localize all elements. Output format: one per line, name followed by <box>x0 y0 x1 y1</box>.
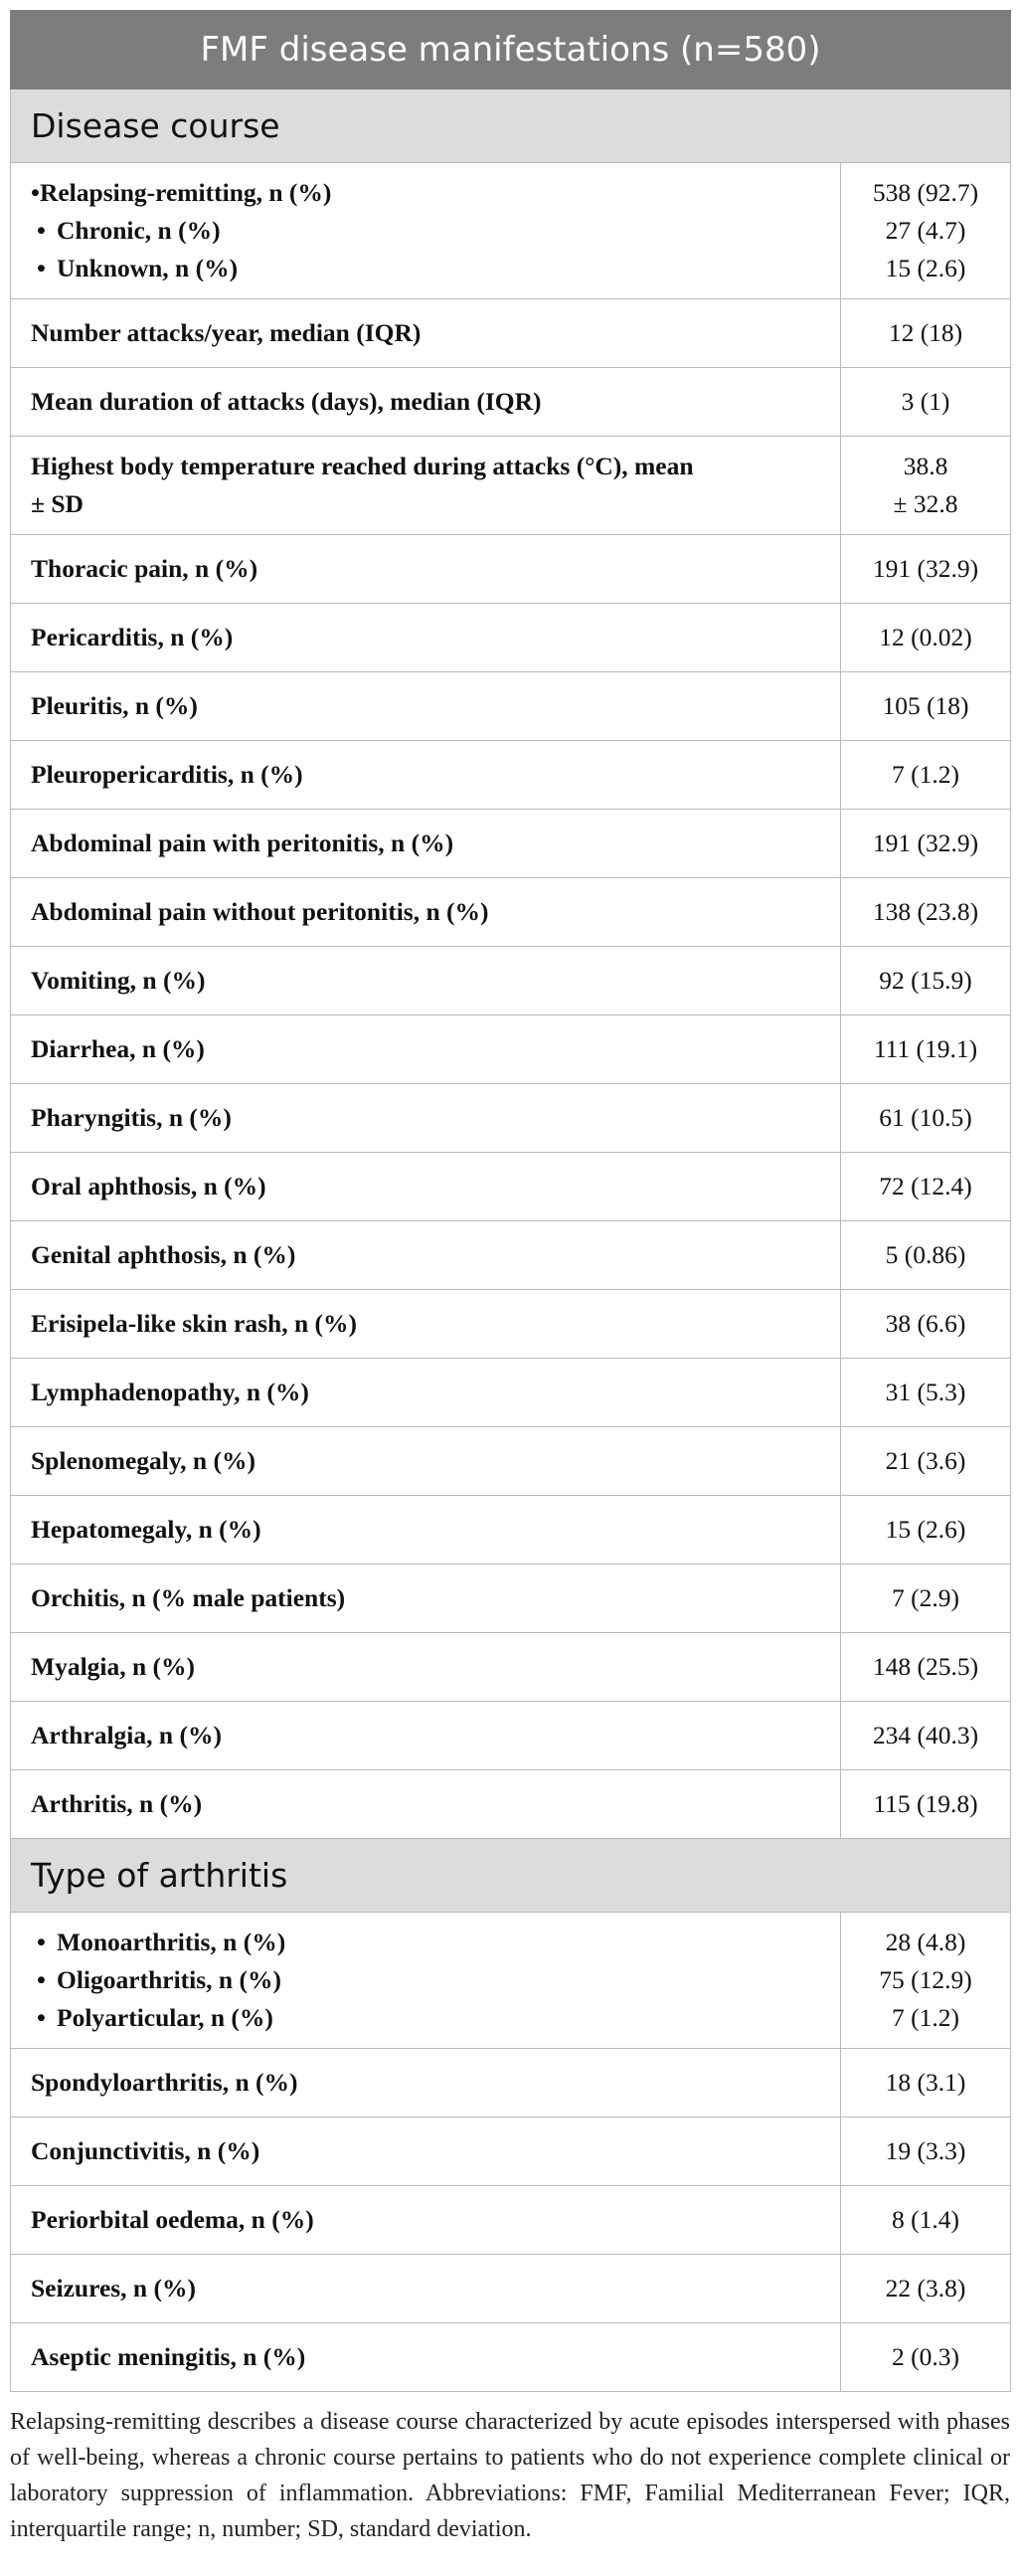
table-title-row <box>11 11 1011 90</box>
table-row <box>11 1221 1011 1290</box>
row-value: 18 (3.1) <box>841 2049 1011 2117</box>
table-container <box>10 10 1010 2392</box>
row-value: 5 (0.86) <box>841 1221 1011 1290</box>
row-value: 2 (0.3) <box>841 2323 1011 2392</box>
table-row <box>11 368 1011 437</box>
row-value: 19 (3.3) <box>841 2117 1011 2186</box>
row-label: Mean duration of attacks (days), median (IQR) <box>11 368 841 437</box>
table-row <box>11 1015 1011 1084</box>
section-disease-course: Disease course <box>11 90 1011 163</box>
list-item: • Oligoarthritis, n (%) <box>31 1961 840 1999</box>
table-row <box>11 1359 1011 1427</box>
row-value: 7 (2.9) <box>841 1564 1011 1633</box>
table-row <box>11 878 1011 947</box>
row-value: 7 (1.2) <box>841 741 1011 810</box>
section-header-row <box>11 90 1011 163</box>
row-label: Splenomegaly, n (%) <box>11 1427 841 1496</box>
row-label: Spondyloarthritis, n (%) <box>11 2049 841 2117</box>
row-label: Pleuritis, n (%) <box>11 672 841 741</box>
list-item: • Monoarthritis, n (%) <box>31 1924 840 1961</box>
bullet-icon: • <box>37 1928 46 1956</box>
row-value: 22 (3.8) <box>841 2255 1011 2323</box>
row-value: 8 (1.4) <box>841 2186 1011 2255</box>
table-row <box>11 1564 1011 1633</box>
row-label: Pleuropericarditis, n (%) <box>11 741 841 810</box>
list-item: • Polyarticular, n (%) <box>31 1999 840 2037</box>
row-label <box>11 1913 841 2049</box>
table-row <box>11 1084 1011 1153</box>
row-value: 92 (15.9) <box>841 947 1011 1015</box>
row-value: 38 (6.6) <box>841 1290 1011 1359</box>
row-label: Pericarditis, n (%) <box>11 604 841 672</box>
row-label: Thoracic pain, n (%) <box>11 535 841 604</box>
row-value: 191 (32.9) <box>841 535 1011 604</box>
row-value: 12 (0.02) <box>841 604 1011 672</box>
row-value: 105 (18) <box>841 672 1011 741</box>
row-label: Pharyngitis, n (%) <box>11 1084 841 1153</box>
table-row <box>11 810 1011 878</box>
table-row <box>11 741 1011 810</box>
row-label: Lymphadenopathy, n (%) <box>11 1359 841 1427</box>
row-value: 138 (23.8) <box>841 878 1011 947</box>
row-label: Genital aphthosis, n (%) <box>11 1221 841 1290</box>
table-row <box>11 1496 1011 1564</box>
row-label: Oral aphthosis, n (%) <box>11 1153 841 1221</box>
manifestations-table <box>10 10 1011 2392</box>
table-row <box>11 2186 1011 2255</box>
table-row <box>11 604 1011 672</box>
table-row <box>11 437 1011 535</box>
table-row <box>11 1153 1011 1221</box>
list-item: • Unknown, n (%) <box>31 250 840 287</box>
row-label: Number attacks/year, median (IQR) <box>11 299 841 368</box>
row-value: 21 (3.6) <box>841 1427 1011 1496</box>
bullet-icon: • <box>37 216 46 245</box>
row-value: 3 (1) <box>841 368 1011 437</box>
row-label: Abdominal pain with peritonitis, n (%) <box>11 810 841 878</box>
row-label: Aseptic meningitis, n (%) <box>11 2323 841 2392</box>
row-label: Erisipela-like skin rash, n (%) <box>11 1290 841 1359</box>
list-item: •Relapsing-remitting, n (%) <box>31 178 332 207</box>
row-value: 31 (5.3) <box>841 1359 1011 1427</box>
row-label: Vomiting, n (%) <box>11 947 841 1015</box>
table-row <box>11 2323 1011 2392</box>
section-type-of-arthritis: Type of arthritis <box>11 1839 1011 1913</box>
table-row <box>11 1427 1011 1496</box>
table-row <box>11 1633 1011 1702</box>
table-row <box>11 1702 1011 1770</box>
table-title: FMF disease manifestations (n=580) <box>11 11 1011 90</box>
table-row <box>11 1290 1011 1359</box>
bullet-icon: • <box>37 2003 46 2032</box>
row-value: 191 (32.9) <box>841 810 1011 878</box>
row-label: Myalgia, n (%) <box>11 1633 841 1702</box>
row-value: 28 (4.8) 75 (12.9) 7 (1.2) <box>841 1913 1011 2049</box>
row-value: 234 (40.3) <box>841 1702 1011 1770</box>
table-row <box>11 947 1011 1015</box>
row-label: Orchitis, n (% male patients) <box>11 1564 841 1633</box>
row-value: 72 (12.4) <box>841 1153 1011 1221</box>
row-value: 12 (18) <box>841 299 1011 368</box>
row-value: 148 (25.5) <box>841 1633 1011 1702</box>
bullet-icon: • <box>31 178 40 207</box>
row-value: 115 (19.8) <box>841 1770 1011 1839</box>
table-row <box>11 2255 1011 2323</box>
row-label: Abdominal pain without peritonitis, n (%) <box>11 878 841 947</box>
row-label: Arthralgia, n (%) <box>11 1702 841 1770</box>
row-label: Hepatomegaly, n (%) <box>11 1496 841 1564</box>
row-label: Arthritis, n (%) <box>11 1770 841 1839</box>
row-label: Periorbital oedema, n (%) <box>11 2186 841 2255</box>
table-row <box>11 2117 1011 2186</box>
table-row <box>11 1913 1011 2049</box>
section-header-row <box>11 1839 1011 1913</box>
table-row <box>11 299 1011 368</box>
row-label: Conjunctivitis, n (%) <box>11 2117 841 2186</box>
table-row <box>11 163 1011 299</box>
row-label: Diarrhea, n (%) <box>11 1015 841 1084</box>
table-row <box>11 535 1011 604</box>
table-row <box>11 672 1011 741</box>
table-row <box>11 1770 1011 1839</box>
row-label <box>11 163 841 299</box>
bullet-icon: • <box>37 1965 46 1994</box>
row-value: 38.8 ± 32.8 <box>841 437 1011 535</box>
row-label: Highest body temperature reached during attacks (°C), mean ± SD <box>11 437 841 535</box>
bullet-icon: • <box>37 254 46 282</box>
row-value: 111 (19.1) <box>841 1015 1011 1084</box>
row-label: Seizures, n (%) <box>11 2255 841 2323</box>
table-footnote: Relapsing-remitting describes a disease course characterized by acute episodes interspersed with phases of well-being, whereas a chronic course pertains to patients who do not experience complete clinical or laboratory suppression of inflammation. Abbreviations: FMF, Familial Mediterranean Fever; IQR, interquartile range; n, number; SD, standard deviation. <box>10 2409 1010 2542</box>
row-value: 538 (92.7) 27 (4.7) 15 (2.6) <box>841 163 1011 299</box>
row-value: 15 (2.6) <box>841 1496 1011 1564</box>
table-row <box>11 2049 1011 2117</box>
row-value: 61 (10.5) <box>841 1084 1011 1153</box>
list-item: • Chronic, n (%) <box>31 212 840 250</box>
